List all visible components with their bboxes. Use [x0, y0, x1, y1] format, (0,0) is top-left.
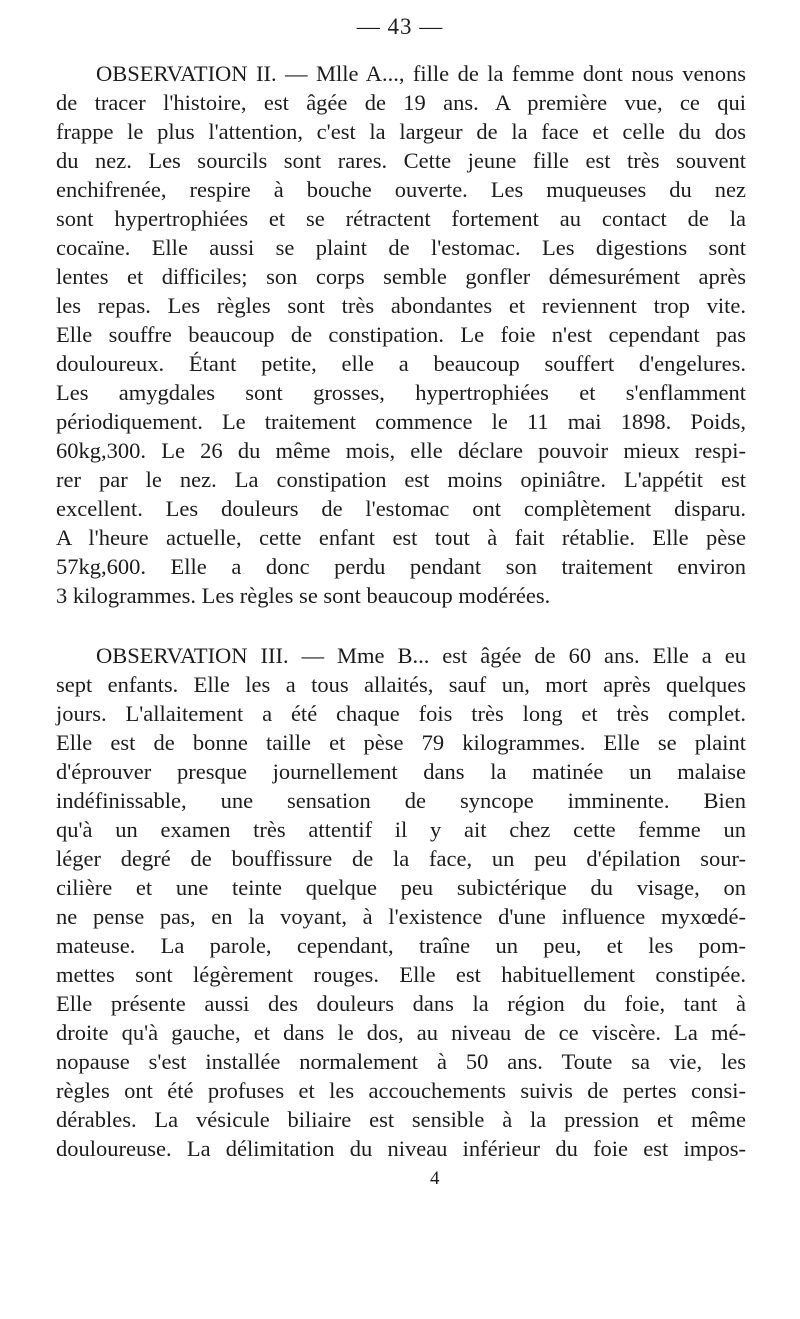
text-line: cilière et une teinte quelque peu subictérique du visage, on: [56, 875, 746, 900]
text-line: ne pense pas, en la voyant, à l'existence d'une influence myxœdé-: [56, 904, 746, 929]
text-line: périodiquement. Le traitement commence le 11 mai 1898. Poids,: [56, 409, 746, 434]
text-line: douloureux. Étant petite, elle a beaucoup souffert d'engelures.: [56, 351, 746, 376]
text-line: lentes et difficiles; son corps semble gonfler démesurément après: [56, 264, 746, 289]
signature-mark: 4: [430, 1168, 440, 1189]
text-line: de tracer l'histoire, est âgée de 19 ans. A première vue, ce qui: [56, 90, 746, 115]
text-line: 3 kilogrammes. Les règles se sont beaucoup modérées.: [56, 583, 551, 608]
text-line: sont hypertrophiées et se rétractent fortement au contact de la: [56, 206, 746, 231]
text-line: 57kg,600. Elle a donc perdu pendant son traitement environ: [56, 554, 746, 579]
text-line: jours. L'allaitement a été chaque fois très long et très complet.: [56, 701, 746, 726]
text-line: excellent. Les douleurs de l'estomac ont complètement disparu.: [56, 496, 746, 521]
text-line: Elle souffre beaucoup de constipation. Le foie n'est cependant pas: [56, 322, 746, 347]
text-line: sept enfants. Elle les a tous allaités, sauf un, mort après quelques: [56, 672, 746, 697]
text-line: qu'à un examen très attentif il y ait chez cette femme un: [56, 817, 746, 842]
text-line: mettes sont légèrement rouges. Elle est habituellement constipée.: [56, 962, 746, 987]
text-line: nopause s'est installée normalement à 50 ans. Toute sa vie, les: [56, 1049, 746, 1074]
text-line: OBSERVATION III. — Mme B... est âgée de 60 ans. Elle a eu: [96, 643, 746, 668]
text-line: Les amygdales sont grosses, hypertrophiées et s'enflamment: [56, 380, 746, 405]
text-line: droite qu'à gauche, et dans le dos, au niveau de ce viscère. La mé-: [56, 1020, 746, 1045]
text-line: règles ont été profuses et les accouchements suivis de pertes consi-: [56, 1078, 746, 1103]
text-line: Elle est de bonne taille et pèse 79 kilogrammes. Elle se plaint: [56, 730, 746, 755]
text-line: OBSERVATION II. — Mlle A..., fille de la femme dont nous venons: [96, 61, 746, 86]
text-line: enchifrenée, respire à bouche ouverte. Les muqueuses du nez: [56, 177, 746, 202]
text-line: les repas. Les règles sont très abondantes et reviennent trop vite.: [56, 293, 746, 318]
text-line: indéfinissable, une sensation de syncope imminente. Bien: [56, 788, 746, 813]
text-line: A l'heure actuelle, cette enfant est tout à fait rétablie. Elle pèse: [56, 525, 746, 550]
page-number: — 43 —: [356, 14, 444, 39]
text-line: cocaïne. Elle aussi se plaint de l'estomac. Les digestions sont: [56, 235, 746, 260]
text-line: douloureuse. La délimitation du niveau inférieur du foie est impos-: [56, 1136, 746, 1161]
text-line: d'éprouver presque journellement dans la matinée un malaise: [56, 759, 746, 784]
text-line: du nez. Les sourcils sont rares. Cette jeune fille est très souvent: [56, 148, 746, 173]
text-line: Elle présente aussi des douleurs dans la région du foie, tant à: [56, 991, 746, 1016]
text-line: mateuse. La parole, cependant, traîne un peu, et les pom-: [56, 933, 746, 958]
text-line: rer par le nez. La constipation est moins opiniâtre. L'appétit est: [56, 467, 746, 492]
text-line: 60kg,300. Le 26 du même mois, elle déclare pouvoir mieux respi-: [56, 438, 746, 463]
text-line: léger degré de bouffissure de la face, un peu d'épilation sour-: [56, 846, 746, 871]
text-line: frappe le plus l'attention, c'est la largeur de la face et celle du dos: [56, 119, 746, 144]
text-line: dérables. La vésicule biliaire est sensible à la pression et même: [56, 1107, 746, 1132]
